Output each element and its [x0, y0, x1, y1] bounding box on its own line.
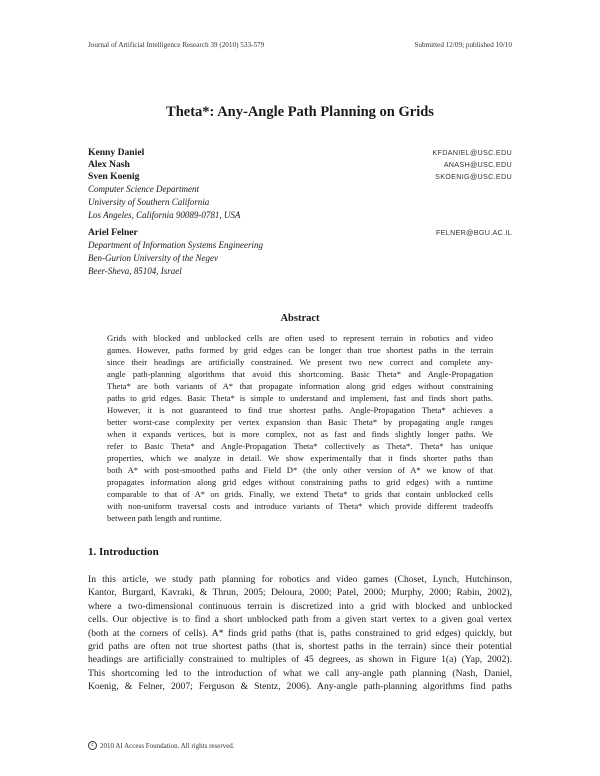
author-email: FELNER@BGU.AC.IL	[435, 228, 512, 237]
abstract-body	[107, 332, 493, 524]
body-line: grid paths are often not true shortest paths (that is, shortest paths in the terrain) since their potential	[88, 640, 512, 652]
author-name: Alex Nash	[88, 159, 130, 170]
copyright-footer	[88, 741, 235, 750]
abstract-line: angle path-planning algorithms that avoid this shortcoming. Basic Theta* and Angle-Propagation	[107, 369, 493, 379]
author-row	[88, 159, 512, 171]
abstract-line: with non-uniform traversal costs and introduce variants of Theta* which provide different tradeoffs	[107, 501, 493, 511]
body-line: where a two-dimensional continuous terrain is discretized into a grid with blocked and unblocked	[88, 600, 512, 612]
abstract-line: paths to grid edges. Basic Theta* is simple to understand and implement, fast and finds short paths.	[107, 393, 493, 403]
abstract-line: properties, which we analyze in detail. We show experimentally that it finds shorter paths than	[107, 453, 493, 463]
author-name: Sven Koenig	[88, 171, 140, 182]
abstract-line: However, it is not guaranteed to find true shortest paths. Angle-Propagation Theta* achieves a	[107, 405, 493, 415]
affiliation-line: Beer-Sheva, 85104, Israel	[88, 266, 182, 276]
author-row	[88, 171, 512, 183]
abstract-line: Theta* are both variants of A* that propagate information along grid edges without constraining	[107, 381, 493, 391]
section-body	[88, 573, 512, 694]
section-heading: 1. Introduction	[88, 546, 159, 558]
body-line: This shortcoming led to the introduction of what we call any-angle path planning (Nash, Daniel,	[88, 667, 512, 679]
body-line: In this article, we study path planning for robotics and video games (Choset, Lynch, Hutchinson,	[88, 574, 512, 585]
body-line: headings are artificially constrained to multiples of 45 degrees, as shown in Figure 1(a) (Yap, 2002).	[88, 654, 512, 666]
abstract-line: between path length and runtime.	[107, 513, 222, 523]
abstract-line: both A* with post-smoothed paths and Field D* (the only other version of A* we know of that	[107, 465, 493, 475]
journal-header: Journal of Artificial Intelligence Research 39 (2010) 533-579	[88, 41, 265, 49]
author-email: ANASH@USC.EDU	[443, 160, 512, 169]
submission-dates: Submitted 12/09; published 10/10	[414, 41, 512, 49]
abstract-line: when it expands vertices, but is more complex, not as fast and finds slightly longer paths. We	[107, 429, 493, 439]
affiliation-line: Computer Science Department	[88, 184, 199, 194]
body-line: Kantor, Burgard, Kavraki, & Thrun, 2005; Deloura, 2000; Patel, 2000; Murphy, 2000; Rabin, 2002),	[88, 587, 512, 599]
author-email: SKOENIG@USC.EDU	[435, 172, 512, 181]
affiliation-line: Ben-Gurion University of the Negev	[88, 253, 218, 263]
body-line: Koenig, & Felner, 2007; Ferguson & Stentz, 2006). Any-angle path-planning algorithms find paths	[88, 681, 512, 693]
abstract-line: since their headings are artificially constrained. We present two new correct and complete any-	[107, 357, 493, 367]
abstract-line: Grids with blocked and unblocked cells are often used to represent terrain in robotics and video	[107, 333, 493, 343]
copyright-text: 2010 AI Access Foundation. All rights reserved.	[100, 741, 235, 750]
abstract-line: propagates information along grid edges without constraining paths to grid edges) with a runtime	[107, 477, 493, 487]
affiliation-line: University of Southern California	[88, 197, 210, 207]
abstract-line: better worst-case complexity per vertex expansion than Basic Theta* by propagating angle ranges	[107, 417, 493, 427]
author-name: Kenny Daniel	[88, 147, 145, 158]
abstract-line: games. However, paths formed by grid edges can be longer than true shortest paths in the terrain	[107, 345, 493, 355]
body-line: (both at the corners of cells). A* finds grid paths (that is, paths constrained to grid edges) quickly, but	[88, 627, 512, 639]
author-group-1	[88, 147, 512, 222]
abstract-line: comparable to that of A* on grids. Finally, we extend Theta* to grids that contain unblocked cells	[107, 489, 493, 499]
abstract-heading: Abstract	[280, 313, 320, 324]
affiliation-line: Los Angeles, California 90089-0781, USA	[88, 210, 241, 220]
author-row	[88, 227, 512, 239]
paper-title: Theta*: Any-Angle Path Planning on Grids	[166, 104, 434, 120]
copyright-icon: c	[88, 741, 97, 750]
author-group-2	[88, 227, 512, 278]
abstract-line: refer to Basic Theta* and Angle-Propagation Theta* collectively as Theta*. Theta* has unique	[107, 441, 493, 451]
author-row	[88, 147, 512, 159]
author-email: KFDANIEL@USC.EDU	[432, 148, 512, 157]
affiliation-line: Department of Information Systems Engineering	[88, 240, 263, 250]
body-line: cells. Our objective is to find a short unblocked path from a given start vertex to a given goal vertex	[88, 614, 512, 626]
author-name: Ariel Felner	[88, 227, 138, 238]
